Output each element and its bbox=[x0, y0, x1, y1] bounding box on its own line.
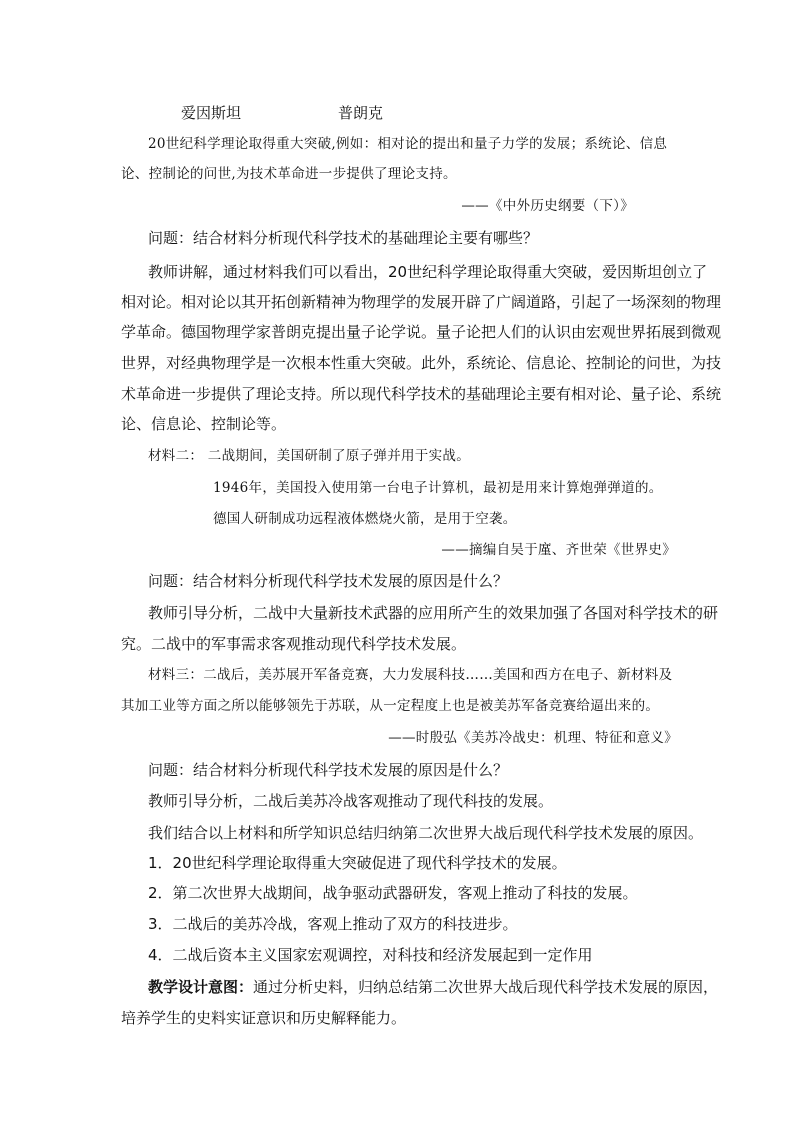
explain2-line: 究。二战中的军事需求客观推动现代科学技术发展。 bbox=[121, 635, 467, 653]
question-1: 问题：结合材料分析现代科学技术的基础理论主要有哪些？ bbox=[148, 229, 539, 247]
design-intent-label: 教学设计意图： bbox=[148, 978, 254, 996]
explain1-line: 学革命。德国物理学家普朗克提出量子论学说。量子论把人们的认识由宏观世界拓展到微观 bbox=[121, 323, 722, 341]
material3-source: ——时殷弘《美苏冷战史：机理、特征和意义》 bbox=[388, 730, 678, 746]
question-3: 问题：结合材料分析现代科学技术发展的原因是什么？ bbox=[148, 761, 509, 779]
material3-line: 材料三：二战后，美苏展开军备竞赛，大力发展科技……美国和西方在电子、新材料及 bbox=[148, 667, 673, 683]
material2-line: 材料二： 二战期间，美国研制了原子弹并用于实战。 bbox=[148, 448, 470, 464]
material3-line: 其加工业等方面之所以能够领先于苏联，从一定程度上也是被美苏军备竞赛给逼出来的。 bbox=[121, 698, 660, 714]
design-intent-line: 培养学生的史料实证意识和历史解释能力。 bbox=[121, 1009, 407, 1027]
summary-intro: 我们结合以上材料和所学知识总结归纳第二次世界大战后现代科学技术发展的原因。 bbox=[148, 824, 704, 842]
material2-line: 1946年，美国投入使用第一台电子计算机，最初是用来计算炮弹弹道的。 bbox=[213, 480, 663, 496]
reason-item: 1．20世纪科学理论取得重大突破促进了现代科学技术的发展。 bbox=[148, 854, 567, 872]
material1-line: 20世纪科学理论取得重大突破,例如：相对论的提出和量子力学的发展；系统论、信息 bbox=[148, 136, 668, 152]
material2-source: ——摘编自吴于廑、齐世荣《世界史》 bbox=[441, 542, 676, 558]
caption-planck: 普朗克 bbox=[338, 104, 384, 122]
explain2-line: 教师引导分析，二战中大量新技术武器的应用所产生的效果加强了各国对科学技术的研 bbox=[148, 604, 719, 622]
reason-item: 3．二战后的美苏冷战，客观上推动了双方的科技进步。 bbox=[148, 915, 518, 933]
explain1-line: 世界，对经典物理学是一次根本性重大突破。此外，系统论、信息论、控制论的问世，为技 bbox=[121, 354, 722, 372]
design-intent bbox=[148, 977, 718, 997]
caption-einstein: 爱因斯坦 bbox=[181, 104, 242, 122]
explain1-line: 相对论。相对论以其开拓创新精神为物理学的发展开辟了广阔道路，引起了一场深刻的物理 bbox=[121, 293, 722, 311]
explain3: 教师引导分析，二战后美苏冷战客观推动了现代科技的发展。 bbox=[148, 792, 554, 810]
material1-line: 论、控制论的问世,为技术革命进一步提供了理论支持。 bbox=[121, 166, 457, 182]
reason-item: 4．二战后资本主义国家宏观调控，对科技和经济发展起到一定作用 bbox=[148, 946, 593, 964]
explain1-line: 教师讲解，通过材料我们可以看出，20世纪科学理论取得重大突破，爱因斯坦创立了 bbox=[148, 263, 708, 281]
reason-item: 2．第二次世界大战期间，战争驱动武器研发，客观上推动了科技的发展。 bbox=[148, 884, 638, 902]
design-intent-text: 通过分析史料，归纳总结第二次世界大战后现代科学技术发展的原因， bbox=[253, 978, 719, 996]
material2-line: 德国人研制成功远程液体燃烧火箭，是用于空袭。 bbox=[213, 511, 517, 527]
explain1-line: 论、信息论、控制论等。 bbox=[121, 415, 287, 433]
question-2: 问题：结合材料分析现代科学技术发展的原因是什么？ bbox=[148, 572, 509, 590]
explain1-line: 术革命进一步提供了理论支持。所以现代科学技术的基础理论主要有相对论、量子论、系统 bbox=[121, 385, 722, 403]
material1-source: ——《中外历史纲要（下）》 bbox=[461, 198, 634, 214]
